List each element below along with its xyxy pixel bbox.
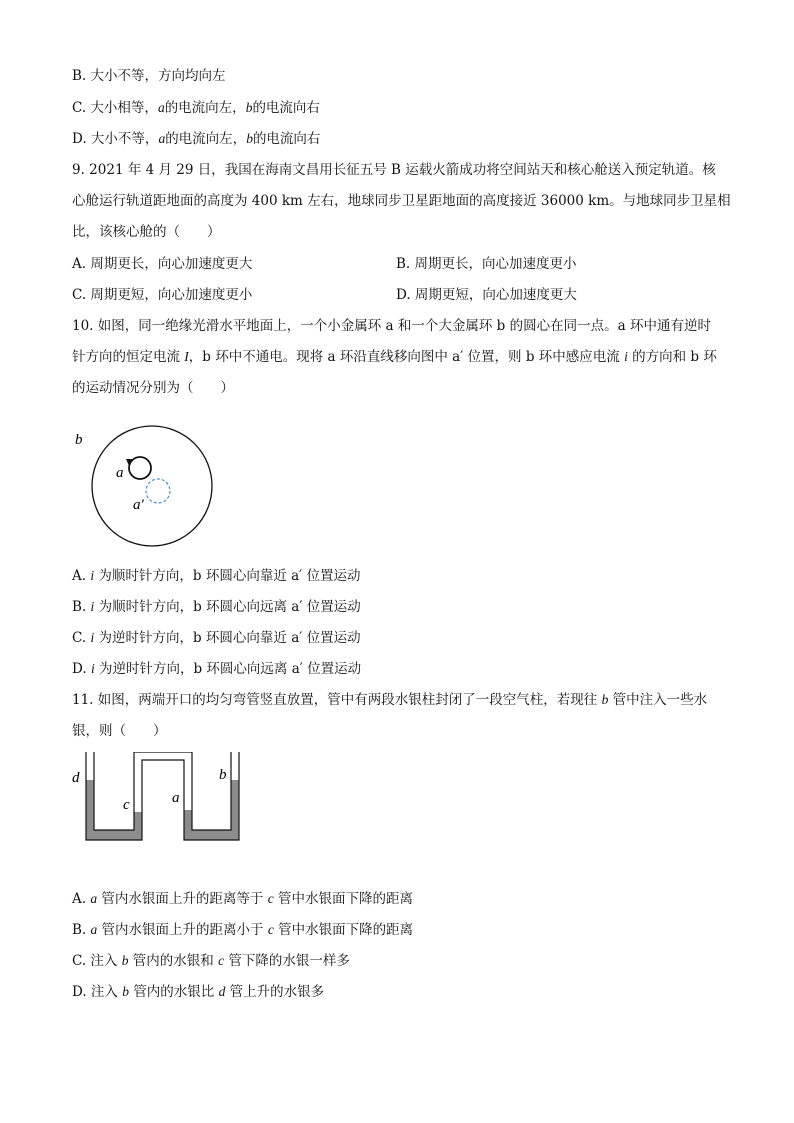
q10-stem-line2: 针方向的恒定电流 I，b 环中不通电。现将 a 环沿直线移向图中 a′ 位置，则 b 环中感应电流 i 的方向和 b 环 xyxy=(72,349,717,365)
label-a-prime: a′ xyxy=(133,497,144,513)
q10-option-a: A. i 为顺时针方向，b 环圆心向靠近 a′ 位置运动 xyxy=(72,568,361,584)
q9-option-a: A. 周期更长，向心加速度更大 xyxy=(72,256,253,272)
ring-b xyxy=(92,426,212,546)
mercury-b-column xyxy=(231,780,239,830)
q11-option-d: D. 注入 b 管内的水银比 d 管上升的水银多 xyxy=(72,984,325,1000)
q10-option-b: B. i 为顺时针方向，b 环圆心向远离 a′ 位置运动 xyxy=(72,599,361,615)
mercury-right-bottom xyxy=(184,830,239,840)
q9-stem-line1: 9. 2021 年 4 月 29 日，我国在海南文昌用长征五号 B 运载火箭成功将空间站天和核心舱送入预定轨道。核 xyxy=(72,162,716,178)
q10-stem-line3: 的运动情况分别为（ ） xyxy=(72,380,234,396)
q10-option-c: C. i 为逆时针方向，b 环圆心向靠近 a′ 位置运动 xyxy=(72,630,361,646)
q10-stem-line1: 10. 如图，同一绝缘光滑水平地面上，一个小金属环 a 和一个大金属环 b 的圆心在同一点。a 环中通有逆时 xyxy=(72,318,711,334)
q9-option-d: D. 周期更短，向心加速度更大 xyxy=(396,287,577,303)
tube-inner xyxy=(94,752,231,830)
q11-stem-line1: 11. 如图，两端开口的均匀弯管竖直放置，管中有两段水银柱封闭了一段空气柱，若现往 b 管中注入一些水 xyxy=(72,692,708,708)
tube-outer xyxy=(86,752,239,840)
q11-tube-figure xyxy=(68,752,243,847)
ring-a xyxy=(129,457,151,479)
q11-stem-line2: 银，则（ ） xyxy=(72,723,167,739)
label-a: a xyxy=(172,790,180,806)
q9-stem-line3: 比，该核心舱的（ ） xyxy=(72,224,221,240)
q10-ring-figure xyxy=(70,425,220,550)
label-d: d xyxy=(72,770,80,786)
ring-a-prime xyxy=(146,479,170,503)
mercury-c-column xyxy=(134,812,142,830)
mercury-a-column xyxy=(184,810,192,830)
label-a: a xyxy=(116,465,124,481)
q10-option-d: D. i 为逆时针方向，b 环圆心向远离 a′ 位置运动 xyxy=(72,661,362,677)
q9-stem-line2: 心舱运行轨道距地面的高度为 400 km 左右，地球同步卫星距地面的高度接近 36000 km。与地球同步卫星相 xyxy=(72,193,731,209)
q9-option-c: C. 周期更短，向心加速度更小 xyxy=(72,287,253,303)
mercury-d-column xyxy=(86,780,94,830)
label-b: b xyxy=(219,767,227,783)
label-c: c xyxy=(123,797,130,813)
q8-option-d: D. 大小不等，a的电流向左，b的电流向右 xyxy=(72,131,321,147)
q8-option-b: B. 大小不等，方向均向左 xyxy=(72,68,226,84)
q11-option-b: B. a 管内水银面上升的距离小于 c 管中水银面下降的距离 xyxy=(72,922,414,938)
q9-option-b: B. 周期更长，向心加速度更小 xyxy=(396,256,577,272)
q11-option-a: A. a 管内水银面上升的距离等于 c 管中水银面下降的距离 xyxy=(72,891,413,907)
q11-option-c: C. 注入 b 管内的水银和 c 管下降的水银一样多 xyxy=(72,953,350,969)
q8-option-c: C. 大小相等，a的电流向左，b的电流向右 xyxy=(72,100,320,116)
mercury-left-bottom xyxy=(86,830,142,840)
label-b: b xyxy=(75,432,83,448)
